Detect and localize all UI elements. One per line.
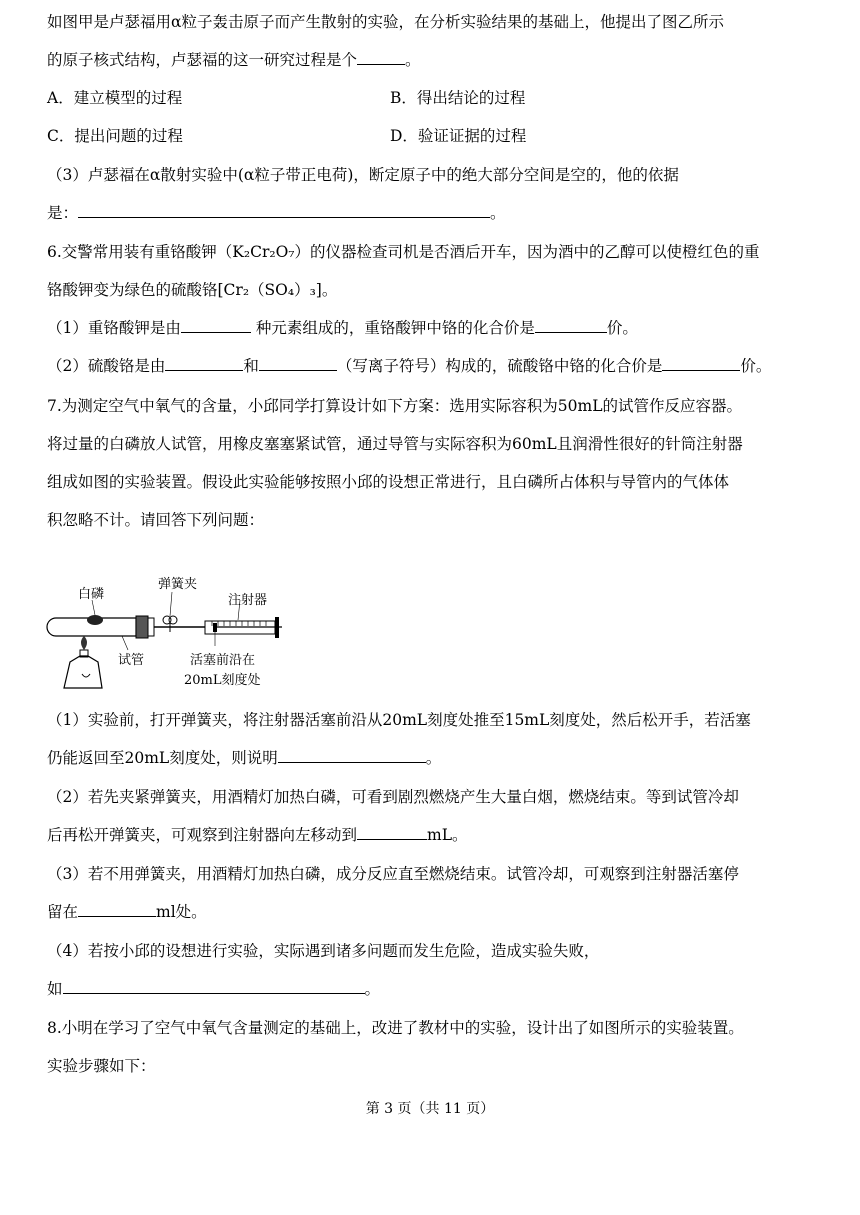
lamp-wick [82, 674, 90, 677]
option-a[interactable]: A．建立模型的过程 [47, 89, 183, 107]
q7-sub4-line-2 [47, 979, 380, 999]
label-piston-line-1: 活塞前沿在 [190, 653, 256, 668]
q8-line-1: 8.小明在学习了空气中氧气含量测定的基础上，改进了教材中的实验，设计出了如图所示的实验装置。 [47, 1019, 744, 1037]
answer-blank[interactable] [357, 825, 427, 840]
flame-icon [81, 636, 87, 650]
q6-sub2-text-d: 价。 [740, 357, 772, 375]
answer-blank[interactable] [78, 902, 156, 917]
answer-blank[interactable] [78, 203, 490, 218]
leader-line [92, 600, 95, 615]
syringe-flange [275, 617, 279, 638]
option-c[interactable]: C．提出问题的过程 [47, 127, 183, 145]
q7-line-3: 组成如图的实验装置。假设此实验能够按照小邱的设想正常进行，且白磷所占体积与导管内的气体体 [47, 473, 730, 491]
q7-sub1-text: 仍能返回至20mL刻度处，则说明 [47, 749, 278, 767]
label-piston-line-2: 20mL刻度处 [184, 673, 261, 688]
q7-sub3-text: 留在 [47, 903, 79, 921]
answer-blank[interactable] [278, 748, 426, 763]
syringe-piston-front [213, 623, 217, 632]
q6-sub2 [47, 356, 771, 376]
white-phosphorus-shape [87, 615, 103, 625]
option-b[interactable]: B．得出结论的过程 [390, 89, 526, 107]
q7-sub4-text: 如 [47, 980, 63, 998]
q5-intro-text: 的原子核式结构，卢瑟福的这一研究过程是个 [47, 51, 358, 69]
q5-sub3-label: 是： [47, 204, 79, 222]
q7-sub3-line-2 [47, 902, 207, 922]
q5-intro-line-2 [47, 50, 421, 70]
answer-blank[interactable] [259, 356, 337, 371]
label-test-tube: 试管 [118, 653, 145, 668]
leader-line [122, 636, 128, 650]
q5-intro-line-1: 如图甲是卢瑟福用α粒子轰击原子而产生散射的实验，在分析实验结果的基础上，他提出了图乙所示 [47, 13, 724, 31]
answer-blank[interactable] [535, 318, 607, 333]
q6-sub1-text-a: （1）重铬酸钾是由 [47, 319, 181, 337]
q6-sub1 [47, 318, 638, 338]
q7-sub2-line-1: （2）若先夹紧弹簧夹，用酒精灯加热白磷，可看到剧烈燃烧产生大量白烟，燃烧结束。等到试管冷却 [47, 788, 739, 806]
answer-blank[interactable] [63, 979, 365, 994]
q7-sub2-end: mL。 [427, 826, 468, 844]
q7-sub1-line-1: （1）实验前，打开弹簧夹，将注射器活塞前沿从20mL刻度处推至15mL刻度处，然后松开手，若活塞 [47, 711, 751, 729]
alcohol-lamp [64, 656, 102, 688]
q7-sub2-line-2 [47, 825, 468, 845]
leader-line [170, 592, 172, 616]
page-footer: 第 3 页（共 11 页） [365, 1101, 495, 1117]
answer-blank[interactable] [165, 356, 243, 371]
label-white-phosphorus: 白磷 [78, 587, 105, 602]
q6-sub2-text-c: （写离子符号）构成的，硫酸铬中铬的化合价是 [336, 357, 663, 375]
q7-sub4-end: 。 [364, 980, 381, 998]
q6-sub2-text-a: （2）硫酸铬是由 [47, 357, 166, 375]
q6-sub2-text-b: 和 [243, 357, 259, 375]
label-spring-clamp: 弹簧夹 [158, 577, 198, 592]
syringe-scale [212, 621, 266, 626]
q7-line-4: 积忽略不计。请回答下列问题： [47, 511, 265, 529]
q5-intro-end: 。 [405, 51, 421, 69]
q6-line-1: 6.交警常用装有重铬酸钾（K₂Cr₂O₇）的仪器检查司机是否酒后开车，因为酒中的乙醇可以使橙红色的重 [47, 243, 760, 261]
q5-sub3-line-2 [47, 203, 506, 223]
answer-blank[interactable] [181, 318, 251, 333]
q6-line-2: 铬酸钾变为绿色的硫酸铬[Cr₂（SO₄）₃]。 [47, 281, 338, 299]
rubber-stopper [136, 616, 148, 638]
q5-sub3-line-1: （3）卢瑟福在α散射实验中(α粒子带正电荷)，断定原子中的绝大部分空间是空的，他的依据 [47, 166, 679, 184]
label-syringe: 注射器 [228, 593, 268, 608]
q7-sub3-end: ml处。 [156, 903, 207, 921]
q7-line-2: 将过量的白磷放人试管，用橡皮塞塞紧试管，通过导管与实际容积为60mL且润滑性很好的针筒注射器 [47, 435, 743, 453]
option-d[interactable]: D．验证证据的过程 [390, 127, 527, 145]
stopper-rim [148, 618, 154, 636]
q7-line-1: 7.为测定空气中氧气的含量，小邱同学打算设计如下方案：选用实际容积为50mL的试管作反应容器。 [47, 397, 743, 415]
q7-sub4-line-1: （4）若按小邱的设想进行实验，实际遇到诸多问题而发生危险，造成实验失败， [47, 942, 600, 960]
q8-line-2: 实验步骤如下： [47, 1057, 156, 1075]
q7-sub3-line-1: （3）若不用弹簧夹，用酒精灯加热白磷，成分反应直至燃烧结束。试管冷却，可观察到注射器活塞停 [47, 865, 739, 883]
q7-sub2-text: 后再松开弹簧夹，可观察到注射器向左移动到 [47, 826, 358, 844]
apparatus-figure [40, 570, 290, 695]
q6-sub1-text-c: 价。 [606, 319, 638, 337]
answer-blank[interactable] [662, 356, 740, 371]
q7-sub1-line-2 [47, 748, 441, 768]
q7-sub1-end: 。 [425, 749, 442, 767]
answer-blank[interactable] [357, 50, 405, 65]
q6-sub1-text-b: 种元素组成的，重铬酸钾中铬的化合价是 [255, 319, 535, 337]
q5-sub3-end: 。 [490, 204, 506, 222]
